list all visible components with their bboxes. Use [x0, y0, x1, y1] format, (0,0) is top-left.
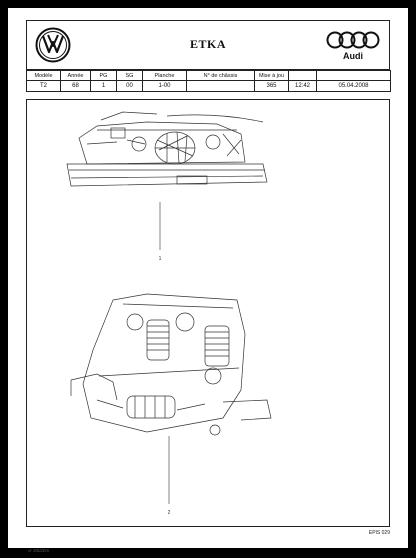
- label-chassis: N° de châssis: [187, 71, 255, 81]
- value-chassis: [187, 81, 255, 92]
- engine-top-view-drawing: [67, 112, 267, 186]
- value-time: 12:42: [289, 81, 317, 92]
- value-pg: 1: [91, 81, 117, 92]
- label-year: Année: [61, 71, 91, 81]
- value-sg: 00: [117, 81, 143, 92]
- parts-drawing: [26, 99, 390, 527]
- value-model: T2: [27, 81, 61, 92]
- footer-note: vr 3dd2bm: [28, 548, 50, 553]
- drawing-reference: EPIS 029: [368, 530, 390, 536]
- label-date: [317, 71, 391, 81]
- document-header: [26, 20, 390, 70]
- audi-logo-text: Audi: [343, 51, 363, 61]
- metadata-labels-row: [27, 71, 391, 81]
- value-year: 68: [61, 81, 91, 92]
- value-date: 05.04.2008: [317, 81, 391, 92]
- engine-side-view-drawing: [71, 294, 271, 435]
- value-update: 365: [255, 81, 289, 92]
- callout-2-label: 2: [167, 510, 171, 516]
- label-update: Mise à jou: [255, 71, 289, 81]
- label-model: Modèle: [27, 71, 61, 81]
- audi-logo-icon: [323, 29, 383, 63]
- metadata-values-row: [27, 81, 391, 92]
- value-plate: 1-00: [143, 81, 187, 92]
- label-sg: SG: [117, 71, 143, 81]
- metadata-table: [26, 70, 391, 92]
- callout-1-label: 1: [158, 256, 162, 262]
- label-plate: Planche: [143, 71, 187, 81]
- label-time: [289, 71, 317, 81]
- label-pg: PG: [91, 71, 117, 81]
- page-title: ETKA: [189, 37, 226, 51]
- engine-illustration: [27, 100, 389, 526]
